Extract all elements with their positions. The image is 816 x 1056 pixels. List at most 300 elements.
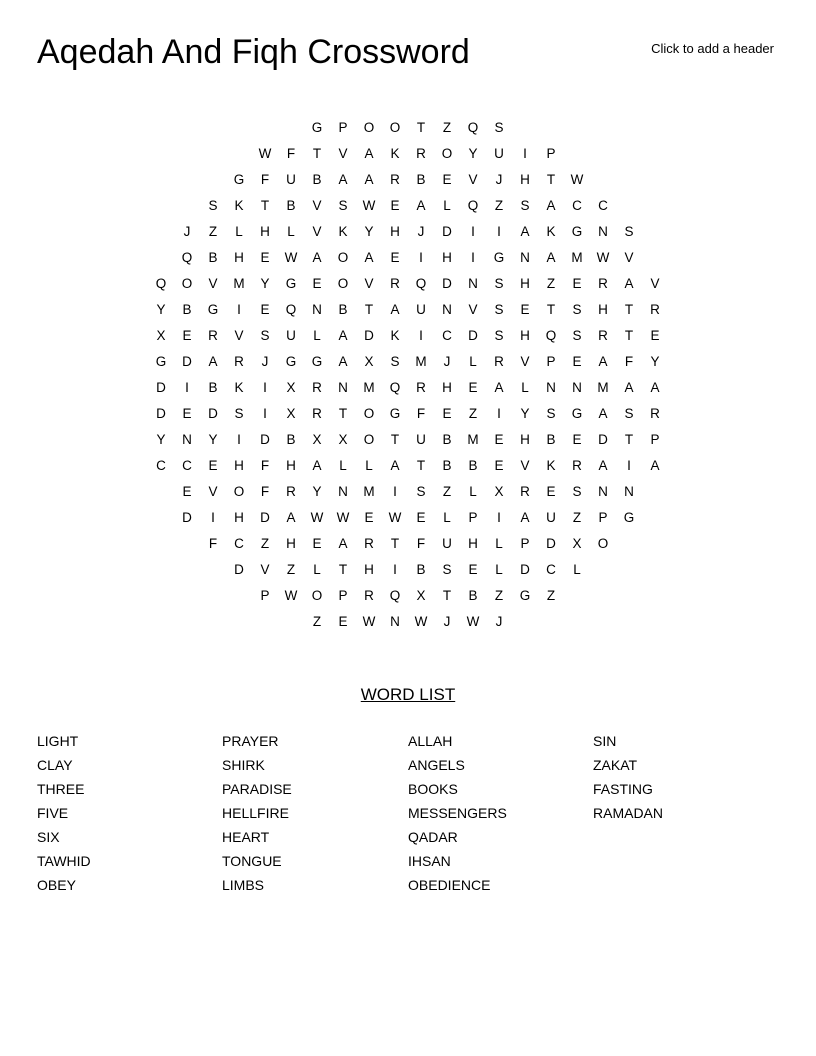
- word-list-item: OBEDIENCE: [408, 877, 491, 893]
- grid-letter: C: [442, 328, 452, 343]
- word-list-item: LIMBS: [222, 877, 265, 893]
- grid-letter: Z: [312, 614, 322, 629]
- grid-letter: T: [260, 198, 270, 213]
- grid-letter: S: [572, 328, 582, 343]
- grid-letter: A: [650, 458, 660, 473]
- grid-letter: Q: [415, 276, 427, 291]
- grid-letter: B: [468, 458, 478, 473]
- grid-letter: C: [546, 562, 556, 577]
- grid-letter: W: [388, 510, 402, 525]
- grid-letter: Q: [155, 276, 167, 291]
- grid-letter: J: [261, 354, 269, 369]
- grid-letter: L: [521, 380, 529, 395]
- grid-letter: L: [365, 458, 373, 473]
- grid-letter: I: [263, 406, 267, 421]
- grid-letter: V: [338, 146, 348, 161]
- grid-letter: Z: [286, 562, 296, 577]
- grid-letter: V: [208, 276, 218, 291]
- grid-letter: G: [571, 224, 583, 239]
- grid-letter: P: [468, 510, 478, 525]
- word-list-column: [593, 729, 773, 825]
- grid-letter: I: [471, 250, 475, 265]
- grid-letter: R: [416, 146, 426, 161]
- grid-letter: I: [237, 302, 241, 317]
- grid-letter: S: [442, 562, 452, 577]
- grid-letter: Y: [156, 432, 166, 447]
- grid-letter: T: [364, 302, 374, 317]
- grid-letter: U: [416, 302, 426, 317]
- grid-letter: S: [416, 484, 426, 499]
- grid-letter: Z: [572, 510, 582, 525]
- grid-letter: I: [419, 250, 423, 265]
- grid-letter: T: [312, 146, 322, 161]
- grid-letter: A: [546, 198, 556, 213]
- word-list-item: QADAR: [408, 829, 458, 845]
- grid-letter: O: [363, 432, 375, 447]
- grid-letter: P: [546, 354, 556, 369]
- grid-letter: E: [442, 406, 452, 421]
- grid-letter: S: [234, 406, 244, 421]
- grid-letter: A: [416, 198, 426, 213]
- grid-letter: B: [442, 458, 452, 473]
- grid-letter: X: [156, 328, 166, 343]
- grid-letter: Z: [494, 588, 504, 603]
- grid-letter: J: [495, 172, 503, 187]
- grid-letter: N: [312, 302, 322, 317]
- grid-letter: U: [546, 510, 556, 525]
- grid-letter: H: [390, 224, 400, 239]
- grid-letter: O: [311, 588, 323, 603]
- add-header-placeholder[interactable]: Click to add a header: [651, 41, 774, 56]
- word-list-item: HELLFIRE: [222, 805, 289, 821]
- grid-letter: D: [260, 510, 270, 525]
- grid-letter: P: [546, 146, 556, 161]
- grid-letter: H: [442, 250, 452, 265]
- grid-letter: A: [598, 406, 608, 421]
- word-list-item: RAMADAN: [593, 805, 664, 821]
- grid-letter: E: [494, 432, 504, 447]
- grid-letter: W: [414, 614, 428, 629]
- grid-letter: E: [338, 614, 348, 629]
- grid-letter: B: [182, 302, 192, 317]
- grid-letter: H: [234, 250, 244, 265]
- grid-letter: W: [570, 172, 584, 187]
- grid-letter: Z: [546, 588, 556, 603]
- grid-letter: U: [494, 146, 504, 161]
- grid-letter: P: [260, 588, 270, 603]
- grid-letter: R: [286, 484, 296, 499]
- grid-letter: L: [573, 562, 581, 577]
- grid-letter: Q: [467, 120, 479, 135]
- grid-letter: Q: [545, 328, 557, 343]
- grid-letter: X: [312, 432, 322, 447]
- grid-letter: N: [598, 224, 608, 239]
- word-list-item: FIVE: [37, 805, 69, 821]
- grid-letter: Z: [442, 120, 452, 135]
- grid-letter: C: [572, 198, 582, 213]
- word-list-item: PARADISE: [222, 781, 292, 797]
- grid-letter: M: [597, 380, 609, 395]
- grid-letter: S: [208, 198, 218, 213]
- grid-letter: A: [208, 354, 218, 369]
- word-list-item: OBEY: [37, 877, 76, 893]
- grid-letter: I: [471, 224, 475, 239]
- grid-letter: X: [572, 536, 582, 551]
- grid-letter: D: [442, 224, 452, 239]
- grid-letter: F: [260, 484, 270, 499]
- grid-letter: W: [310, 510, 324, 525]
- grid-letter: F: [416, 406, 426, 421]
- grid-letter: A: [338, 172, 348, 187]
- grid-letter: Z: [442, 484, 452, 499]
- grid-letter: R: [650, 302, 660, 317]
- grid-letter: R: [364, 588, 374, 603]
- grid-letter: R: [312, 380, 322, 395]
- grid-letter: O: [441, 146, 453, 161]
- grid-letter: L: [495, 562, 503, 577]
- grid-letter: N: [520, 250, 530, 265]
- grid-letter: E: [494, 458, 504, 473]
- grid-letter: V: [312, 198, 322, 213]
- word-list-column: [222, 729, 402, 897]
- grid-letter: G: [311, 120, 323, 135]
- grid-letter: E: [390, 250, 400, 265]
- grid-letter: S: [494, 302, 504, 317]
- word-list-column: [408, 729, 588, 897]
- grid-letter: G: [233, 172, 245, 187]
- word-list-item: FASTING: [593, 781, 653, 797]
- grid-letter: N: [390, 614, 400, 629]
- grid-letter: A: [624, 380, 634, 395]
- grid-letter: W: [336, 510, 350, 525]
- grid-letter: X: [416, 588, 426, 603]
- grid-letter: X: [338, 432, 348, 447]
- word-list-item: SIN: [593, 733, 617, 749]
- grid-letter: J: [495, 614, 503, 629]
- grid-letter: V: [208, 484, 218, 499]
- grid-letter: D: [546, 536, 556, 551]
- grid-letter: N: [546, 380, 556, 395]
- grid-letter: X: [364, 354, 374, 369]
- grid-letter: H: [442, 380, 452, 395]
- grid-letter: S: [494, 328, 504, 343]
- grid-letter: T: [546, 302, 556, 317]
- grid-letter: A: [598, 354, 608, 369]
- grid-letter: E: [572, 432, 582, 447]
- grid-letter: U: [286, 328, 296, 343]
- grid-letter: H: [468, 536, 478, 551]
- grid-letter: V: [624, 250, 634, 265]
- grid-letter: I: [497, 406, 501, 421]
- grid-letter: I: [393, 484, 397, 499]
- grid-letter: T: [416, 120, 426, 135]
- grid-letter: L: [235, 224, 243, 239]
- grid-letter: H: [520, 328, 530, 343]
- grid-letter: H: [520, 432, 530, 447]
- grid-letter: P: [338, 120, 348, 135]
- grid-letter: J: [443, 614, 451, 629]
- grid-letter: D: [234, 562, 244, 577]
- grid-letter: E: [182, 328, 192, 343]
- grid-letter: O: [363, 120, 375, 135]
- grid-letter: W: [284, 250, 298, 265]
- grid-letter: Q: [181, 250, 193, 265]
- grid-letter: A: [624, 276, 634, 291]
- grid-letter: D: [260, 432, 270, 447]
- word-list-item: HEART: [222, 829, 270, 845]
- grid-letter: H: [286, 458, 296, 473]
- grid-letter: K: [234, 198, 244, 213]
- grid-letter: D: [182, 510, 192, 525]
- grid-letter: S: [520, 198, 530, 213]
- grid-letter: A: [312, 458, 322, 473]
- grid-letter: E: [260, 250, 270, 265]
- grid-letter: T: [390, 432, 400, 447]
- grid-letter: X: [286, 406, 296, 421]
- grid-letter: A: [312, 250, 322, 265]
- grid-letter: N: [182, 432, 192, 447]
- grid-letter: I: [263, 380, 267, 395]
- grid-letter: T: [624, 302, 634, 317]
- grid-letter: P: [338, 588, 348, 603]
- grid-letter: I: [237, 432, 241, 447]
- grid-letter: P: [598, 510, 608, 525]
- grid-letter: U: [416, 432, 426, 447]
- grid-letter: O: [233, 484, 245, 499]
- grid-letter: E: [520, 302, 530, 317]
- grid-letter: K: [546, 224, 556, 239]
- word-list-item: PRAYER: [222, 733, 279, 749]
- grid-letter: F: [624, 354, 634, 369]
- word-list-item: BOOKS: [408, 781, 458, 797]
- grid-letter: J: [443, 354, 451, 369]
- grid-letter: U: [286, 172, 296, 187]
- word-list-item: SHIRK: [222, 757, 265, 773]
- word-list-column: [37, 729, 217, 897]
- grid-letter: S: [624, 224, 634, 239]
- grid-letter: R: [364, 536, 374, 551]
- word-list-item: TAWHID: [37, 853, 91, 869]
- grid-letter: K: [234, 380, 244, 395]
- grid-letter: S: [572, 302, 582, 317]
- word-list-item: SIX: [37, 829, 60, 845]
- grid-letter: E: [364, 510, 374, 525]
- grid-letter: H: [598, 302, 608, 317]
- grid-letter: E: [390, 198, 400, 213]
- grid-letter: S: [390, 354, 400, 369]
- grid-letter: H: [234, 458, 244, 473]
- grid-letter: R: [494, 354, 504, 369]
- grid-letter: U: [442, 536, 452, 551]
- grid-letter: B: [312, 172, 322, 187]
- grid-letter: I: [627, 458, 631, 473]
- grid-letter: H: [286, 536, 296, 551]
- grid-letter: T: [416, 458, 426, 473]
- grid-letter: K: [338, 224, 348, 239]
- grid-letter: S: [624, 406, 634, 421]
- grid-letter: J: [417, 224, 425, 239]
- word-list-item: CLAY: [37, 757, 73, 773]
- grid-letter: E: [650, 328, 660, 343]
- grid-letter: E: [442, 172, 452, 187]
- grid-letter: B: [546, 432, 556, 447]
- grid-letter: W: [362, 614, 376, 629]
- grid-letter: D: [156, 406, 166, 421]
- grid-letter: Y: [364, 224, 374, 239]
- grid-letter: I: [523, 146, 527, 161]
- grid-letter: E: [572, 354, 582, 369]
- grid-letter: S: [546, 406, 556, 421]
- grid-letter: D: [364, 328, 374, 343]
- grid-letter: P: [520, 536, 530, 551]
- grid-letter: A: [546, 250, 556, 265]
- grid-letter: L: [443, 198, 451, 213]
- grid-letter: V: [234, 328, 244, 343]
- grid-letter: T: [546, 172, 556, 187]
- grid-letter: D: [468, 328, 478, 343]
- word-list-item: ALLAH: [408, 733, 453, 749]
- grid-letter: D: [598, 432, 608, 447]
- grid-letter: A: [520, 224, 530, 239]
- grid-letter: V: [468, 302, 478, 317]
- grid-letter: W: [466, 614, 480, 629]
- grid-letter: O: [389, 120, 401, 135]
- grid-letter: H: [520, 276, 530, 291]
- grid-letter: A: [390, 458, 400, 473]
- grid-letter: R: [208, 328, 218, 343]
- grid-letter: D: [182, 354, 192, 369]
- grid-letter: L: [469, 354, 477, 369]
- grid-letter: T: [624, 432, 634, 447]
- page-title: Aqedah And Fiqh Crossword: [37, 33, 470, 71]
- grid-letter: F: [416, 536, 426, 551]
- grid-letter: M: [363, 380, 375, 395]
- grid-letter: C: [156, 458, 166, 473]
- grid-letter: O: [181, 276, 193, 291]
- grid-letter: E: [572, 276, 582, 291]
- grid-letter: F: [260, 458, 270, 473]
- grid-letter: L: [469, 484, 477, 499]
- grid-letter: A: [520, 510, 530, 525]
- grid-letter: A: [338, 536, 348, 551]
- grid-letter: E: [546, 484, 556, 499]
- grid-letter: Y: [260, 276, 270, 291]
- grid-letter: E: [468, 562, 478, 577]
- grid-letter: Q: [389, 588, 401, 603]
- grid-letter: Z: [494, 198, 504, 213]
- grid-letter: B: [286, 432, 296, 447]
- grid-letter: N: [624, 484, 634, 499]
- grid-letter: B: [208, 250, 218, 265]
- word-list-item: ANGELS: [408, 757, 465, 773]
- grid-letter: L: [313, 328, 321, 343]
- grid-letter: C: [234, 536, 244, 551]
- grid-letter: D: [520, 562, 530, 577]
- grid-letter: W: [596, 250, 610, 265]
- grid-letter: B: [286, 198, 296, 213]
- word-list-item: LIGHT: [37, 733, 79, 749]
- grid-letter: I: [185, 380, 189, 395]
- grid-letter: O: [363, 406, 375, 421]
- grid-letter: L: [339, 458, 347, 473]
- grid-letter: A: [364, 250, 374, 265]
- grid-letter: I: [211, 510, 215, 525]
- grid-letter: B: [442, 432, 452, 447]
- grid-letter: V: [520, 458, 530, 473]
- grid-letter: E: [468, 380, 478, 395]
- grid-letter: S: [494, 276, 504, 291]
- grid-letter: M: [415, 354, 427, 369]
- grid-letter: S: [572, 484, 582, 499]
- word-list-item: IHSAN: [408, 853, 451, 869]
- grid-letter: A: [494, 380, 504, 395]
- grid-letter: V: [650, 276, 660, 291]
- grid-letter: I: [393, 562, 397, 577]
- grid-letter: W: [284, 588, 298, 603]
- grid-letter: W: [362, 198, 376, 213]
- grid-letter: E: [182, 406, 192, 421]
- grid-letter: R: [520, 484, 530, 499]
- grid-letter: F: [260, 172, 270, 187]
- grid-letter: N: [598, 484, 608, 499]
- grid-letter: Q: [467, 198, 479, 213]
- grid-letter: B: [416, 562, 426, 577]
- grid-letter: X: [494, 484, 504, 499]
- grid-letter: F: [208, 536, 218, 551]
- grid-letter: L: [313, 562, 321, 577]
- grid-letter: T: [338, 406, 348, 421]
- grid-letter: M: [233, 276, 245, 291]
- grid-letter: L: [287, 224, 295, 239]
- grid-letter: E: [182, 484, 192, 499]
- grid-letter: O: [597, 536, 609, 551]
- grid-letter: V: [260, 562, 270, 577]
- grid-letter: Q: [389, 380, 401, 395]
- grid-letter: Z: [260, 536, 270, 551]
- grid-letter: R: [312, 406, 322, 421]
- word-list-title: WORD LIST: [360, 685, 456, 704]
- grid-letter: D: [156, 380, 166, 395]
- grid-letter: A: [650, 380, 660, 395]
- grid-letter: H: [260, 224, 270, 239]
- grid-letter: Q: [285, 302, 297, 317]
- grid-letter: R: [598, 276, 608, 291]
- grid-letter: Y: [208, 432, 218, 447]
- grid-letter: R: [390, 172, 400, 187]
- grid-letter: A: [390, 302, 400, 317]
- grid-letter: Y: [520, 406, 530, 421]
- grid-letter: G: [155, 354, 167, 369]
- grid-letter: V: [364, 276, 374, 291]
- grid-letter: O: [337, 276, 349, 291]
- grid-letter: A: [338, 354, 348, 369]
- grid-letter: N: [468, 276, 478, 291]
- grid-letter: E: [312, 276, 322, 291]
- grid-letter: R: [650, 406, 660, 421]
- grid-letter: K: [390, 146, 400, 161]
- grid-letter: K: [546, 458, 556, 473]
- grid-letter: M: [571, 250, 583, 265]
- grid-letter: G: [285, 354, 297, 369]
- grid-letter: A: [364, 146, 374, 161]
- grid-letter: V: [468, 172, 478, 187]
- grid-letter: K: [390, 328, 400, 343]
- grid-letter: T: [390, 536, 400, 551]
- grid-letter: Y: [468, 146, 478, 161]
- grid-letter: G: [285, 276, 297, 291]
- grid-letter: B: [208, 380, 218, 395]
- grid-letter: B: [416, 172, 426, 187]
